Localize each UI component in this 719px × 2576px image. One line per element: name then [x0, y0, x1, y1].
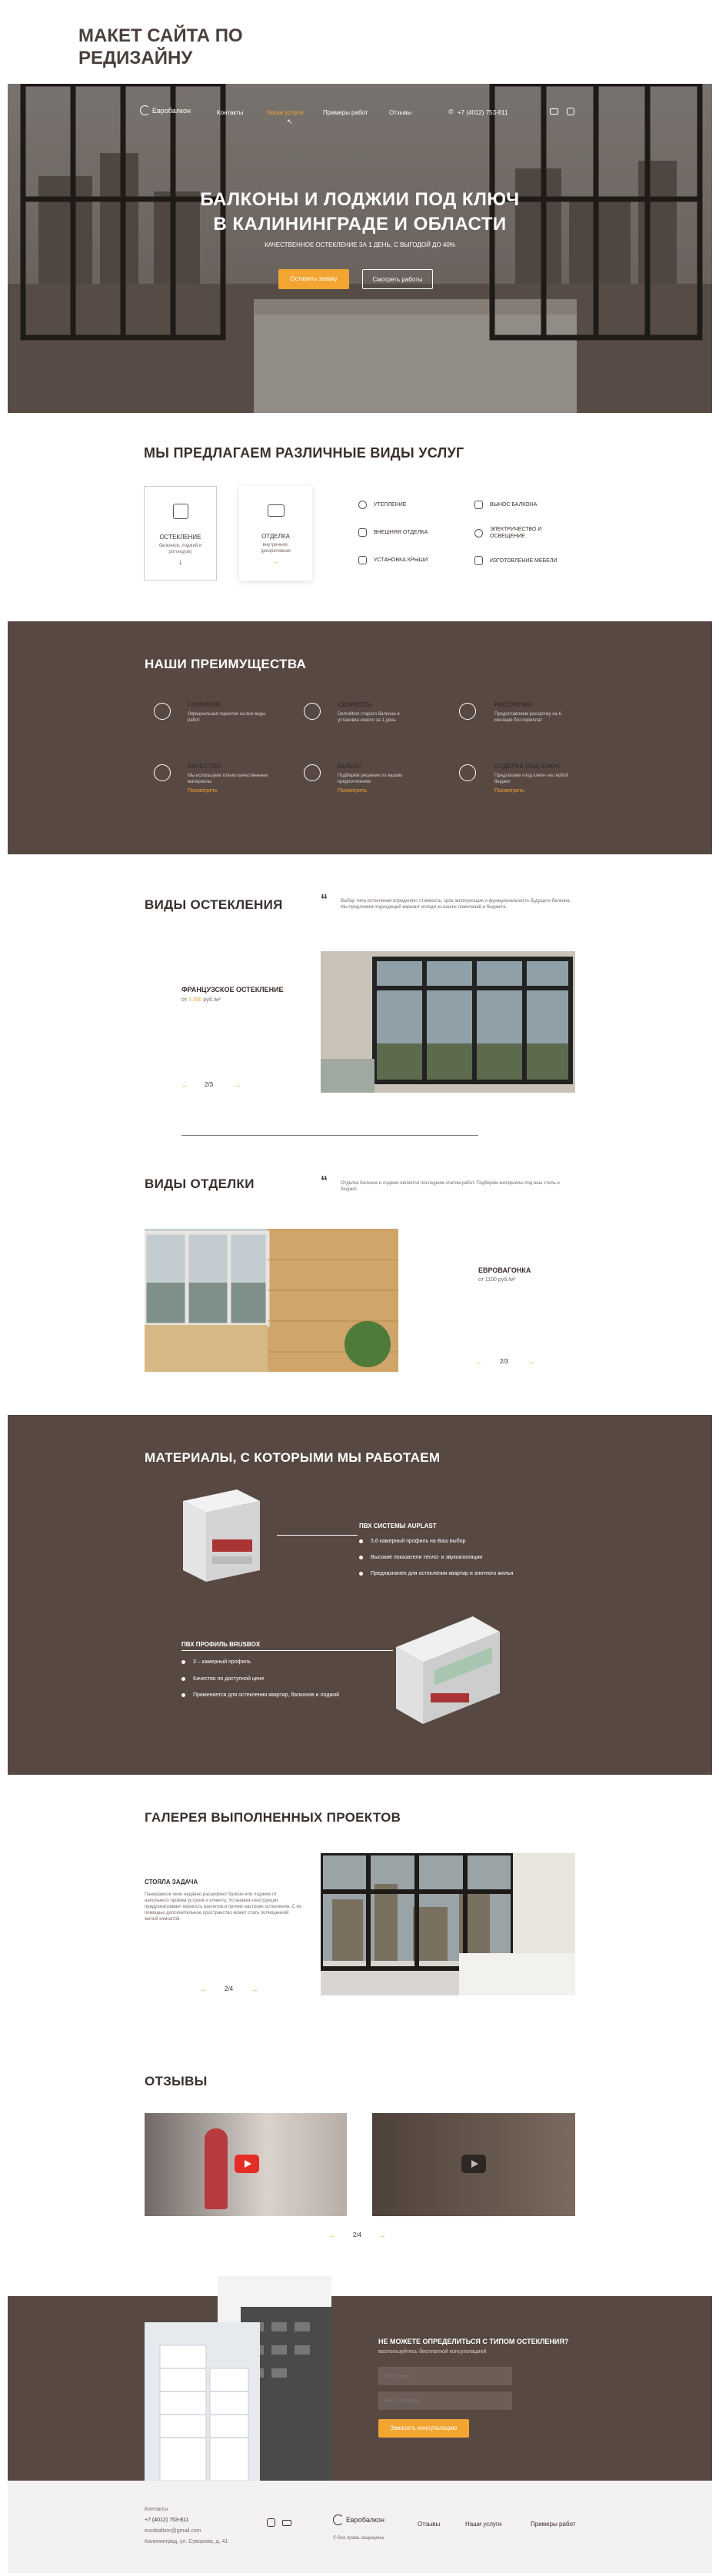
sun-icon [358, 501, 367, 509]
footer [8, 2481, 712, 2573]
name-input[interactable] [378, 2367, 512, 2385]
instagram-icon[interactable] [267, 2518, 275, 2527]
wardrobe-icon [474, 556, 483, 565]
divider [181, 1135, 478, 1136]
brusbox-feature: Применяется для остекления квартир, балконов и лоджий [181, 1692, 339, 1698]
cta-title: НЕ МОЖЕТЕ ОПРЕДЕЛИТЬСЯ С ТИПОМ ОСТЕКЛЕНИЯ? [378, 2338, 569, 2345]
vk-icon[interactable] [550, 108, 558, 115]
service-item-furniture[interactable]: ИЗГОТОВЛЕНИЕ МЕБЕЛИ [474, 556, 557, 565]
glazing-title: ВИДЫ ОСТЕКЛЕНИЯ [145, 897, 283, 912]
nav-item-contacts[interactable]: Контакты [217, 109, 244, 116]
advantages-title: НАШИ ПРЕИМУЩЕСТВА [145, 657, 307, 671]
footer-email[interactable]: eurobalkon@gmail.com [145, 2528, 201, 2534]
person-search-icon [459, 764, 476, 781]
quality-view-link[interactable]: Посмотреть [188, 788, 218, 794]
gallery-task-text: Панорамное окно недавно расширяют балкон или лоджию от напольного проёма устроив и клиенту. Установка конструкции предусматривает верность расчетов и прочих настроек остекления. С их помощью дополнительное пространство может стать полноценной жилой комнатой. [145, 1892, 301, 1922]
phone-icon: ✆ [448, 108, 454, 115]
rocket-icon [304, 703, 321, 720]
gallery-next-arrow[interactable]: → [251, 1985, 258, 1994]
cta-buildings-image [145, 2276, 331, 2481]
services-title: МЫ ПРЕДЛАГАЕМ РАЗЛИЧНЫЕ ВИДЫ УСЛУГ [144, 445, 464, 461]
reviews-next-arrow[interactable]: → [378, 2232, 386, 2240]
bulb-icon [474, 529, 483, 537]
gallery-photo [321, 1853, 575, 1995]
page-heading: МАКЕТ САЙТА ПО РЕДИЗАЙНУ [78, 25, 243, 68]
user-icon [304, 764, 321, 781]
glazing-item-title: ФРАНЦУЗСКОЕ ОСТЕКЛЕНИЕ [181, 986, 284, 993]
vk-icon[interactable] [282, 2520, 291, 2526]
logo-icon [140, 105, 150, 115]
gallery-pager: 2/4 [225, 1985, 234, 1992]
turnkey-view-link[interactable]: Посмотреть [494, 788, 524, 794]
brusbox-profile-image [388, 1601, 508, 1732]
arrow-down-icon: ↓ [178, 558, 182, 567]
finishing-prev-arrow[interactable]: ← [475, 1358, 483, 1366]
service-item-exterior[interactable]: ВНЕШНЯЯ ОТДЕЛКА [358, 528, 428, 537]
glazing-photo [321, 951, 575, 1093]
materials-section [8, 1415, 712, 1775]
window-icon [173, 504, 188, 519]
service-card-finishing[interactable]: ОТДЕЛКА внутренняя, декоративная → [239, 486, 312, 581]
glazing-pager: 2/3 [205, 1081, 214, 1088]
choice-view-link[interactable]: Посмотреть [338, 788, 368, 794]
hero [8, 84, 712, 413]
footer-logo[interactable]: Евробалкон [333, 2514, 384, 2525]
nav-phone[interactable]: +7 (4012) 753-811 [458, 109, 508, 116]
auplast-feature: Высокие показатели тепло- и звукоизоляции [359, 1555, 482, 1560]
hero-title: БАЛКОНЫ И ЛОДЖИИ ПОД КЛЮЧ В КАЛИНИНГРАДЕ И ОБЛАСТИ [200, 189, 520, 235]
person-figure [205, 2128, 228, 2209]
nav-item-works[interactable]: Примеры работ [323, 109, 368, 116]
balcony-icon [474, 501, 483, 509]
finishing-title: ВИДЫ ОТДЕЛКИ [145, 1177, 255, 1191]
quote-icon: “ [321, 892, 328, 907]
glazing-next-arrow[interactable]: → [233, 1081, 241, 1090]
reviews-title: ОТЗЫВЫ [145, 2074, 208, 2088]
footer-contacts-title: Контакты [145, 2507, 168, 2512]
hero-background-image [8, 84, 712, 413]
reviews-prev-arrow[interactable]: ← [328, 2232, 336, 2240]
brush-icon [358, 528, 367, 537]
auplast-pointer-line [277, 1535, 358, 1536]
service-item-electric[interactable]: ЭЛЕКТРИЧЕСТВО И ОСВЕЩЕНИЕ [474, 526, 544, 540]
footer-link-works[interactable]: Примеры работ [531, 2521, 576, 2528]
reviews-pager: 2/4 [353, 2232, 362, 2238]
auplast-feature: Предназначен для остекления квартир и элитного жилья [359, 1571, 513, 1576]
arrow-right-icon: → [272, 557, 279, 565]
footer-link-reviews[interactable]: Отзывы [418, 2521, 441, 2528]
view-works-button[interactable]: Смотреть работы [362, 269, 433, 289]
service-item-roof[interactable]: УСТАНОВКА КРЫШИ [358, 556, 428, 564]
nav-item-services[interactable]: Наши услуги [267, 109, 304, 116]
brusbox-feature: Качество по доступной цене [181, 1676, 264, 1682]
logo-icon [333, 2514, 344, 2525]
footer-link-services[interactable]: Наши услуги [465, 2521, 502, 2528]
gallery-title: ГАЛЕРЕЯ ВЫПОЛНЕННЫХ ПРОЕКТОВ [145, 1810, 401, 1825]
finishing-next-arrow[interactable]: → [527, 1358, 534, 1366]
glazing-prev-arrow[interactable]: ← [181, 1081, 189, 1090]
advantages-section [8, 621, 712, 854]
request-button[interactable]: Оставить заявку [278, 269, 349, 289]
auplast-profile-image [175, 1486, 268, 1586]
footer-copyright: © Все права защищены [333, 2536, 384, 2541]
auplast-title: ПВХ СИСТЕМЫ AUPLAST [359, 1523, 437, 1529]
play-icon[interactable] [235, 2155, 259, 2173]
quote-icon: “ [321, 1173, 328, 1189]
footer-phone[interactable]: +7 (4012) 753-811 [145, 2518, 189, 2523]
service-card-glazing[interactable]: ОСТЕКЛЕНИЕ балконов, лоджий и ротонд(ов) ↓ [144, 486, 217, 581]
cta-subtitle: воспользуйтесь бесплатной консультацией [378, 2349, 487, 2355]
gallery-task-title: СТОЯЛА ЗАДАЧА [145, 1879, 198, 1885]
gear-badge-icon [154, 764, 171, 781]
materials-title: МАТЕРИАЛЫ, С КОТОРЫМИ МЫ РАБОТАЕМ [145, 1450, 441, 1465]
consultation-button[interactable]: Заказать консультацию [378, 2419, 469, 2438]
review-video-1[interactable] [145, 2113, 347, 2216]
cta-section [8, 2296, 712, 2481]
phone-input[interactable] [378, 2391, 512, 2410]
glazing-item-price: от 3 300 руб./м² [181, 997, 221, 1003]
finishing-icon [268, 504, 285, 517]
hero-subtitle: КАЧЕСТВЕННОЕ ОСТЕКЛЕНИЕ ЗА 1 ДЕНЬ, С ВЫГОДОЙ ДО 40% [265, 241, 455, 248]
auplast-feature: 5,6 камерный профиль на Ваш выбор [359, 1539, 465, 1544]
medal-icon [154, 703, 171, 720]
service-item-extension[interactable]: ВЫНОС БАЛКОНА [474, 501, 537, 509]
nav-item-reviews[interactable]: Отзывы [389, 109, 412, 116]
cursor-icon: ↖ [287, 118, 293, 125]
glazing-quote: Выбор типа остекления определяет стоимость, срок эксплуатации и функциональность будущего балкона. Мы предложим подходящий вариант исходя из ваших пожеланий и бюджета. [341, 899, 571, 910]
brusbox-feature: 3 – камерный профиль [181, 1659, 251, 1665]
finishing-item-title: ЕВРОВАГОНКА [478, 1266, 531, 1274]
brusbox-title: ПВХ ПРОФИЛЬ BRUSBOX [181, 1641, 261, 1648]
logo[interactable]: Евробалкон [140, 105, 191, 115]
piggy-bank-icon [459, 703, 476, 720]
service-item-insulation[interactable]: УТЕПЛЕНИЕ [358, 501, 406, 509]
finishing-item-price: от 1100 руб./м² [478, 1277, 516, 1283]
finishing-pager: 2/3 [500, 1358, 509, 1365]
house-icon [358, 556, 367, 564]
finishing-photo [145, 1229, 398, 1372]
brusbox-pointer-line [181, 1650, 393, 1651]
footer-address: Калининград, ул. Суворова, д. 41 [145, 2539, 228, 2544]
review-video-2[interactable] [372, 2113, 575, 2216]
gallery-prev-arrow[interactable]: ← [200, 1985, 208, 1994]
play-icon[interactable] [461, 2155, 486, 2173]
finishing-quote: Отделка балкона и лоджии является последним этапом работ. Подберём материалы под ваш стиль и бюджет. [341, 1181, 560, 1192]
instagram-icon[interactable] [567, 108, 574, 115]
